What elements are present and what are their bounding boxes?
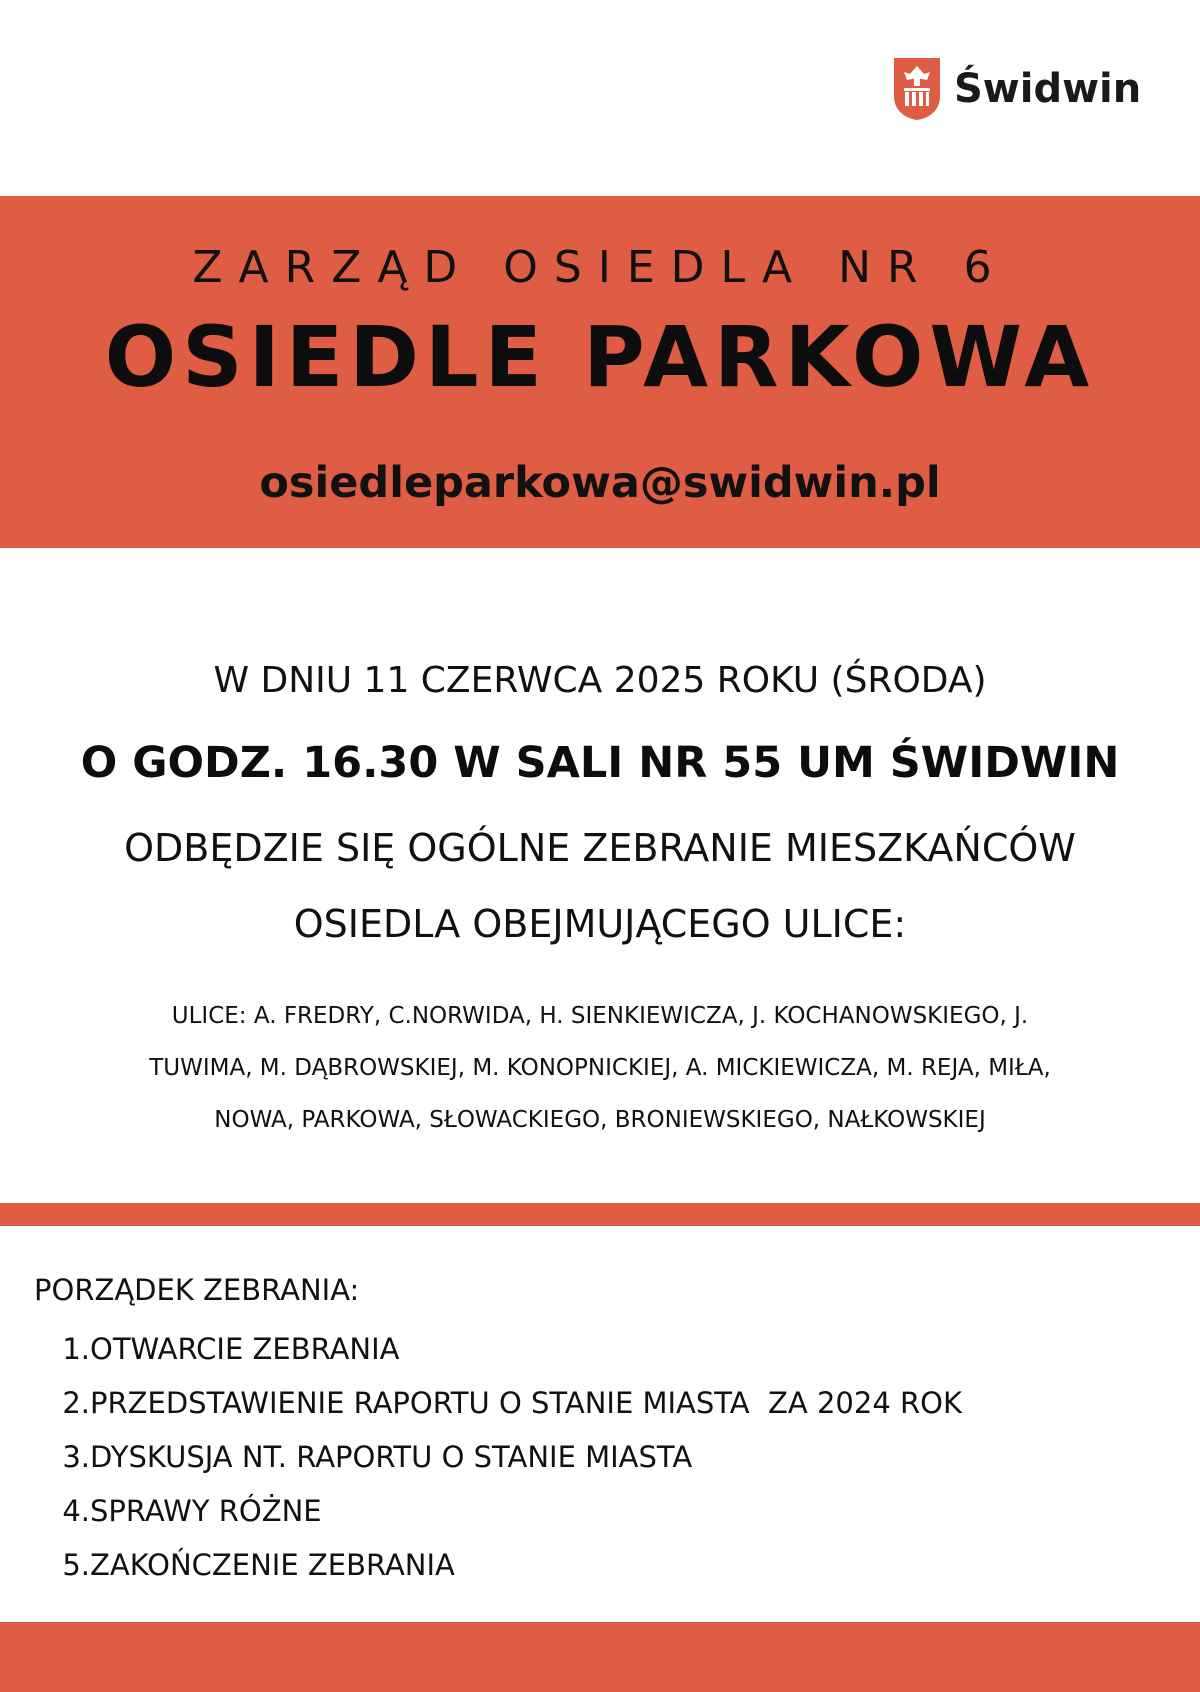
streets-line: NOWA, PARKOWA, SŁOWACKIEGO, BRONIEWSKIEGO, NAŁKOWSKIEJ: [214, 1107, 986, 1133]
divider-band: [0, 1203, 1200, 1226]
agenda-item-number: 3.: [62, 1440, 90, 1474]
streets-list: [30, 990, 1170, 1146]
agenda-item-text: ZAKOŃCZENIE ZEBRANIA: [90, 1548, 455, 1582]
agenda-item: [50, 1484, 962, 1538]
agenda-item: [50, 1376, 962, 1430]
agenda-item: [50, 1538, 962, 1592]
agenda-item-text: PRZEDSTAWIENIE RAPORTU O STANIE MIASTA ZA 2024 ROK: [90, 1386, 962, 1420]
agenda-item: [50, 1430, 962, 1484]
meeting-description-line1: ODBĘDZIE SIĘ OGÓLNE ZEBRANIE MIESZKAŃCÓW: [124, 826, 1076, 870]
streets-line: TUWIMA, M. DĄBROWSKIEJ, M. KONOPNICKIEJ, A. MICKIEWICZA, M. REJA, MIŁA,: [149, 1055, 1051, 1081]
contact-email[interactable]: osiedleparkowa@swidwin.pl: [259, 458, 941, 508]
agenda-item-number: 1.: [62, 1332, 90, 1366]
meeting-date: W DNIU 11 CZERWCA 2025 ROKU (ŚRODA): [213, 660, 987, 701]
city-logo: [892, 56, 1141, 122]
agenda-item-number: 4.: [62, 1494, 90, 1528]
meeting-time-location: O GODZ. 16.30 W SALI NR 55 UM ŚWIDWIN: [80, 738, 1120, 788]
agenda-item: [50, 1322, 962, 1376]
agenda-title: PORZĄDEK ZEBRANIA:: [34, 1273, 360, 1307]
banner-subtitle: ZARZĄD OSIEDLA NR 6: [192, 242, 1008, 293]
agenda-item-text: OTWARCIE ZEBRANIA: [90, 1332, 400, 1366]
agenda-list: [50, 1322, 962, 1592]
agenda-item-text: DYSKUSJA NT. RAPORTU O STANIE MIASTA: [90, 1440, 693, 1474]
city-crest-icon: [892, 56, 942, 122]
logo-text: Świdwin: [954, 66, 1142, 112]
meeting-description-line2: OSIEDLA OBEJMUJĄCEGO ULICE:: [293, 902, 907, 946]
streets-line: ULICE: A. FREDRY, C.NORWIDA, H. SIENKIEWICZA, J. KOCHANOWSKIEGO, J.: [171, 1003, 1029, 1029]
agenda-item-text: SPRAWY RÓŻNE: [90, 1494, 322, 1528]
agenda-item-number: 2.: [62, 1386, 90, 1420]
footer-band: [0, 1622, 1200, 1692]
header-banner: [0, 196, 1200, 548]
agenda-item-number: 5.: [62, 1548, 90, 1582]
banner-title: OSIEDLE PARKOWA: [104, 308, 1096, 406]
